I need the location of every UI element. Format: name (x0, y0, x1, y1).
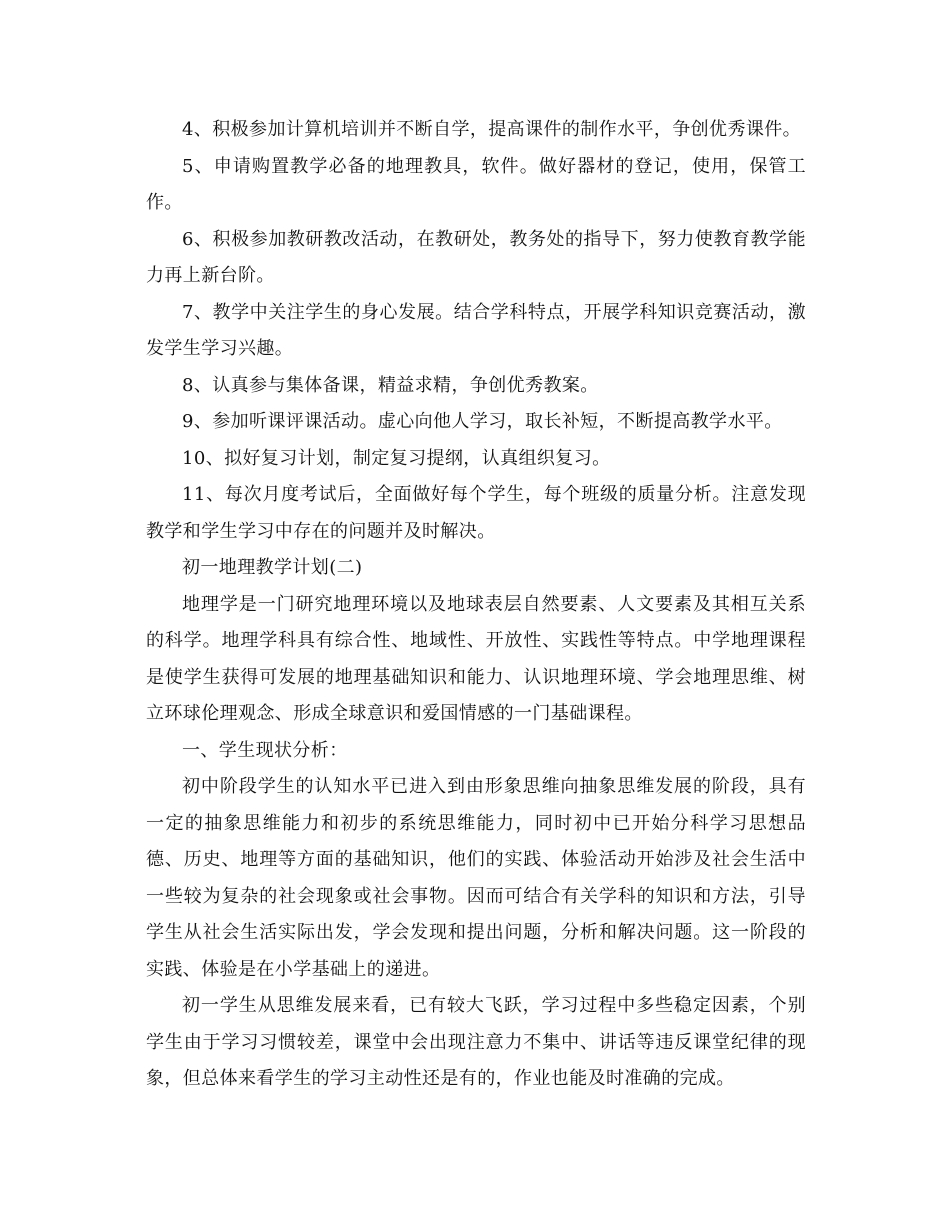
subsection-heading: 一、学生现状分析： (182, 739, 348, 761)
plan-item-4: 4、积极参加计算机培训并不断自学，提高课件的制作水平，争创优秀课件。 (182, 119, 802, 140)
section-title: 初一地理教学计划(二) (182, 557, 363, 578)
analysis-paragraph-2: 初一学生从思维发展来看，已有较大飞跃，学习过程中多些稳定因素，个别学生由于学习习惯较差，课堂中会出现注意力不集中、讲话等违反课堂纪律的现象，但总体来看学生的学习主动性还是有的，作业也能及时准确的完成。 (146, 995, 806, 1089)
plan-item-11: 11、每次月度考试后，全面做好每个学生，每个班级的质量分析。注意发现教学和学生学习中存在的问题并及时解决。 (146, 484, 806, 542)
plan-item-6: 6、积极参加教研教改活动，在教研处，教务处的指导下，努力使教育教学能力再上新台阶。 (146, 228, 806, 286)
plan-item-5: 5、申请购置教学必备的地理教具，软件。做好器材的登记，使用，保管工作。 (146, 155, 806, 213)
plan-item-8: 8、认真参与集体备课，精益求精，争创优秀教案。 (182, 374, 599, 396)
intro-paragraph: 地理学是一门研究地理环境以及地球表层自然要素、人文要素及其相互关系的科学。地理学科具有综合性、地域性、开放性、实践性等特点。中学地理课程是使学生获得可发展的地理基础知识和能力、认识地理环境、学会地理思维、树立环球伦理观念、形成全球意识和爱国情感的一门基础课程。 (146, 593, 806, 724)
plan-item-9: 9、参加听课评课活动。虚心向他人学习，取长补短，不断提高教学水平。 (182, 411, 783, 432)
plan-item-7: 7、教学中关注学生的身心发展。结合学科特点，开展学科知识竞赛活动，激发学生学习兴趣。 (146, 301, 806, 359)
plan-item-10: 10、拟好复习计划，制定复习提纲，认真组织复习。 (182, 447, 611, 469)
document-page (146, 112, 806, 1098)
analysis-paragraph-1: 初中阶段学生的认知水平已进入到由形象思维向抽象思维发展的阶段，具有一定的抽象思维能力和初步的系统思维能力，同时初中已开始分科学习思想品德、历史、地理等方面的基础知识，他们的实践、体验活动开始涉及社会生活中一些较为复杂的社会现象或社会事物。因而可结合有关学科的知识和方法，引导学生从社会生活实际出发，学会发现和提出问题，分析和解决问题。这一阶段的实践、体验是在小学基础上的递进。 (146, 776, 806, 980)
